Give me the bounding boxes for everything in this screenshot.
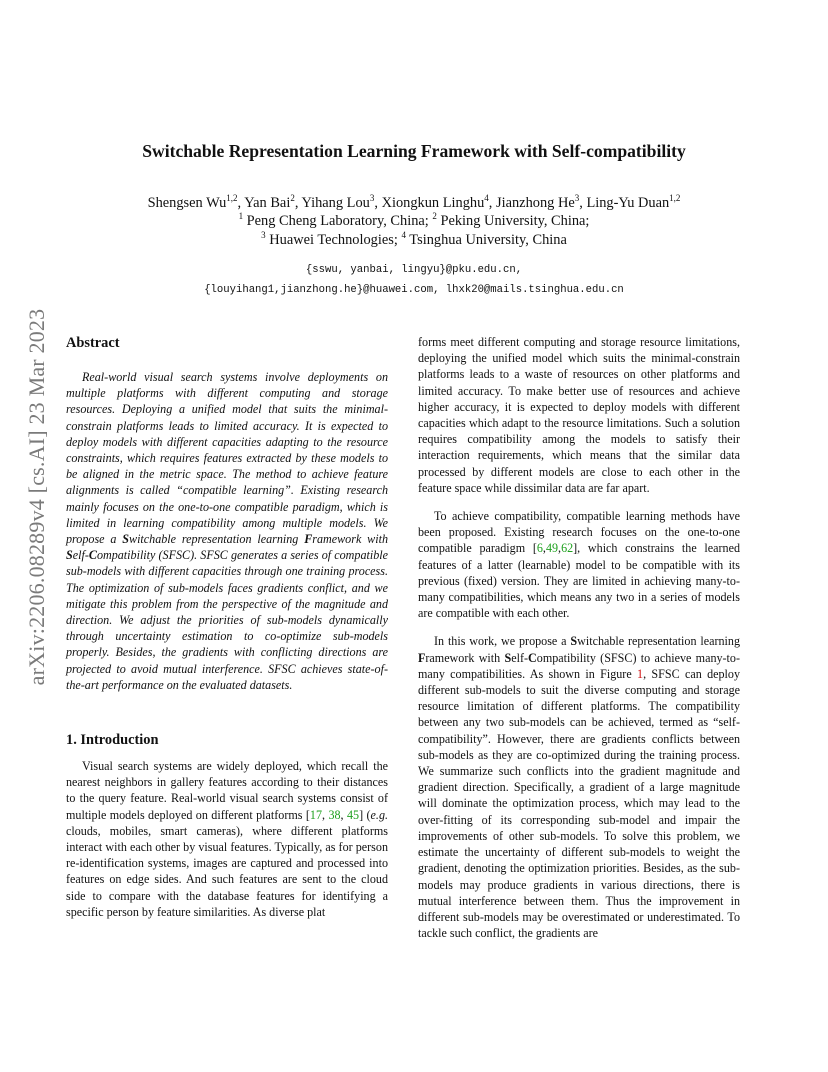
- body-paragraph: forms meet different computing and storage resource limitations, deploying the unified model which suits the minimal-constrain platforms leads to a waste of resources on other platforms and limited accuracy. To make better use of resources and achieve higher accuracy, it is expected to deploy models with different capacities which adapt to the resource limitations. Such a solution requires compatibility among the models to satisfy their interaction requirements, which means that the similar data processed by different models are close to each other in the feature space while dissimilar data are far apart.: [418, 335, 740, 495]
- affiliation-line: $^3$ Huawei Technologies; $^4$ Tsinghua University, China: [261, 230, 567, 248]
- author: Ling-Yu Duan$^{1,2}$: [586, 193, 681, 211]
- author: Xiongkun Linghu$^4$,: [381, 193, 496, 211]
- email-line[interactable]: {louyihang1,jianzhong.he}@huawei.com, lhxk20@mails.tsinghua.edu.cn: [204, 284, 624, 296]
- arxiv-identifier-stamp: [20, 292, 54, 702]
- body-paragraph: To achieve compatibility, compatible learning methods have been proposed. Existing research focuses on the one-to-one compatible paradigm [6,49,62], which constrains the learned features of a latter (learnable) model to be compatible with its previous (fixed) version. They are limited in achieving many-to-many compatibilities, which means any two in a series of models are compatible with each other.: [418, 509, 740, 621]
- section-heading-introduction: 1. Introduction: [66, 732, 159, 749]
- author: Jianzhong He$^3$,: [496, 193, 587, 211]
- figure-reference-link[interactable]: 1: [637, 666, 644, 681]
- abstract-heading: Abstract: [66, 335, 120, 351]
- author: Shengsen Wu$^{1,2}$,: [147, 193, 245, 211]
- paper-title: Switchable Representation Learning Framework with Self-compatibility: [142, 141, 686, 161]
- citation-link[interactable]: 45: [346, 807, 360, 822]
- body-paragraph: In this work, we propose a Switchable representation learning Framework with Self-Compatibility (SFSC) to achieve many-to-many compatibilities. As shown in Figure 1, SFSC can deploy different sub-models to suit the diverse computing and storage resource limitation of different platforms. The compatibility between any two sub-models can be achieved, termed as “self-compatibility”. However, there are gradients conflicts between sub-models as they are co-optimized during the training process. We summarize such conflicts into the gradient magnitude and gradient direction. Specifically, a gradient of a large magnitude will dominate the optimization process, which may lead to the over-fitting of its corresponding sub-model and impair the improvements of other sub-models. To solve this problem, we estimate the uncertainty of different sub-models to weight the gradient, denoting the optimization priorities. Besides, as the sub-models may produce gradients in various directions, there is mutual interference between them. Thus the improvement in different sub-models may be overestimated or underestimated. To tackle such conflict, the gradients are: [418, 634, 740, 941]
- citation-link[interactable]: 62: [561, 541, 574, 556]
- citation-link[interactable]: 17: [309, 807, 323, 822]
- author: Yan Bai$^2$,: [244, 193, 302, 211]
- abstract-text: Real-world visual search systems involve deployments on multiple platforms with different computing and storage resources. Deploying a unified model that suits the minimal-constrain platforms leads to limited accuracy. It is expected to deploy models with different capacities adapting to the resource constraints, which requires features extracted by these models to be aligned in the metric space. The method to achieve feature alignments is called “compatible learning”. Existing research mainly focuses on the one-to-one compatible paradigm, which is limited in learning compatibility among multiple models. We propose a Switchable representation learning Framework with Self-Compatibility (SFSC). SFSC generates a series of compatible sub-models with different capacities through one training process. The optimization of sub-models faces gradients conflict, and we mitigate this problem from the perspective of the magnitude and direction. We adjust the priorities of sub-models dynamically through uncertainty estimation to co-optimize sub-models properly. Besides, the gradients with conflicting directions are projected to avoid mutual interference. SFSC achieves state-of-the-art performance on the evaluated datasets.: [66, 370, 388, 692]
- citation-link[interactable]: 49: [545, 541, 559, 556]
- citation-link[interactable]: 38: [328, 807, 341, 822]
- citation-link[interactable]: 6: [536, 541, 543, 556]
- right-column: [418, 334, 740, 941]
- left-column: [66, 334, 388, 920]
- arxiv-id-text: arXiv:2206.08289v4 [cs.AI] 23 Mar 2023: [24, 308, 49, 686]
- author-list: [0, 194, 828, 212]
- introduction-paragraph: Visual search systems are widely deployed, which recall the nearest neighbors in gallery features according to their distances to the query feature. Real-world visual search systems consist of multiple models deployed on different platforms [17, 38, 45] (e.g. clouds, mobiles, smart cameras), where different platforms interact with each other by visual features. Typically, as for person re-identification systems, images are captured and processed into features on edge sides. And such features are sent to the cloud side to compare with the database features for identifying a specific person by feature similarities. As diverse plat: [66, 759, 389, 919]
- author: Yihang Lou$^3$,: [301, 193, 382, 211]
- email-line[interactable]: {sswu, yanbai, lingyu}@pku.edu.cn,: [305, 264, 523, 276]
- affiliation-line: $^1$ Peng Cheng Laboratory, China; $^2$ Peking University, China;: [238, 211, 590, 229]
